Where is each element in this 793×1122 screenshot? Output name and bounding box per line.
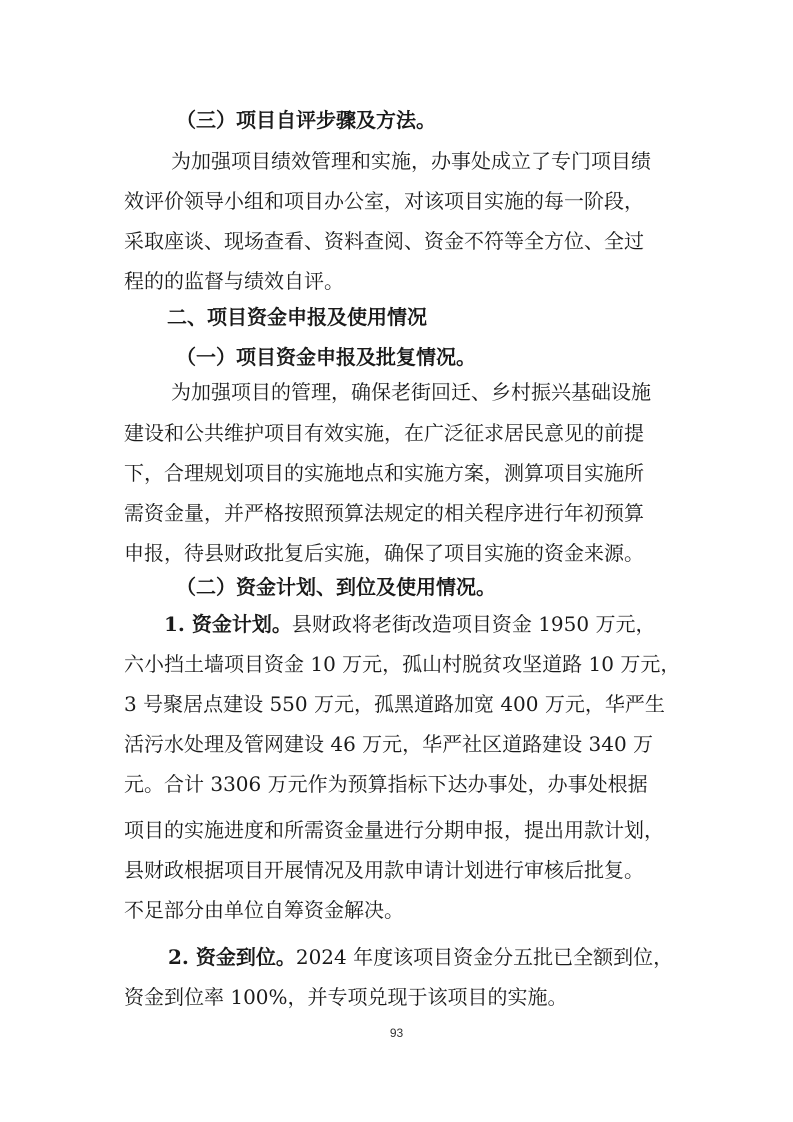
paragraph-line: 资金到位率 100%，并专项兑现于该项目的实施。 (124, 985, 568, 1009)
paragraph-line: 项目的实施进度和所需资金量进行分期申报，提出用款计划， (124, 818, 664, 842)
paragraph-line: 采取座谈、现场查看、资料查阅、资金不符等全方位、全过 (124, 229, 644, 253)
paragraph-line: 下，合理规划项目的实施地点和实施方案，测算项目实施所 (124, 461, 644, 485)
paragraph-line: 需资金量，并严格按照预算法规定的相关程序进行年初预算 (124, 501, 644, 525)
section-heading-self-evaluation: （三）项目自评步骤及方法。 (176, 108, 436, 132)
paragraph-line: 不足部分由单位自筹资金解决。 (124, 898, 404, 922)
paragraph-line: 活污水处理及管网建设 46 万元，华严社区道路建设 340 万 (124, 732, 654, 756)
paragraph-line: 效评价领导小组和项目办公室，对该项目实施的每一阶段， (124, 189, 644, 213)
paragraph-line: 元。合计 3306 万元作为预算指标下达办事处，办事处根据 (124, 772, 648, 796)
paragraph-line: 程的的监督与绩效自评。 (124, 269, 344, 293)
item-line (164, 612, 655, 636)
item-label-fund-arrival: 2. 资金到位。 (168, 945, 296, 969)
chapter-heading-funds: 二、项目资金申报及使用情况 (167, 305, 427, 329)
paragraph-line: 建设和公共维护项目有效实施，在广泛征求居民意见的前提 (124, 421, 644, 445)
page-number: 93 (389, 1026, 404, 1040)
paragraph-line: 3 号聚居点建设 550 万元，孤黑道路加宽 400 万元，华严生 (124, 692, 665, 716)
paragraph-line: 申报，待县财政批复后实施，确保了项目实施的资金来源。 (124, 541, 644, 565)
paragraph-line: 为加强项目的管理，确保老街回迁、乡村振兴基础设施 (171, 380, 651, 404)
item-line (168, 945, 673, 969)
paragraph-line: 六小挡土墙项目资金 10 万元，孤山村脱贫攻坚道路 10 万元， (124, 652, 681, 676)
item-label-fund-plan: 1. 资金计划。 (164, 612, 292, 636)
item-text: 县财政将老街改造项目资金 1950 万元， (291, 612, 656, 636)
section-heading-application: （一）项目资金申报及批复情况。 (176, 345, 476, 369)
paragraph-line: 县财政根据项目开展情况及用款申请计划进行审核后批复。 (124, 858, 644, 882)
section-heading-plan-usage: （二）资金计划、到位及使用情况。 (176, 575, 496, 599)
item-text: 2024 年度该项目资金分五批已全额到位， (295, 945, 674, 969)
paragraph-line: 为加强项目绩效管理和实施，办事处成立了专门项目绩 (171, 149, 651, 173)
